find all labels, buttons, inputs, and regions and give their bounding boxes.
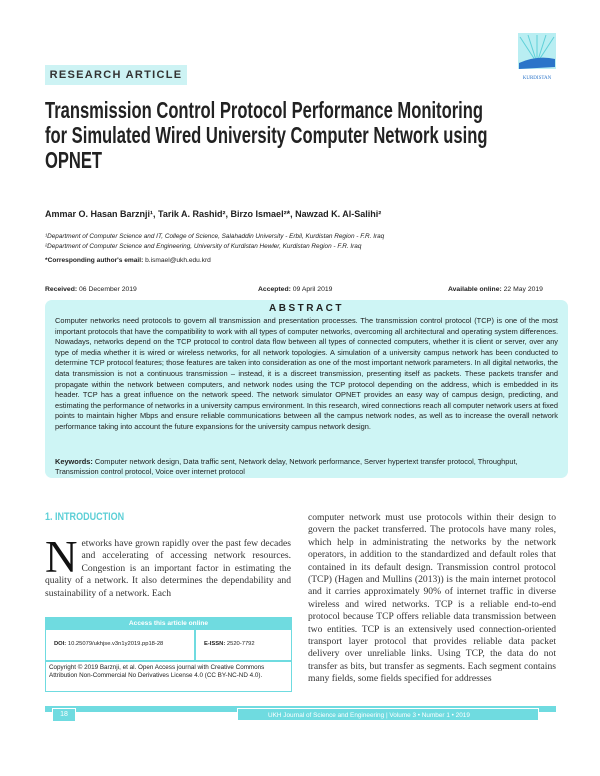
eissn-label: E-ISSN: <box>204 641 226 647</box>
affiliation: ¹Department of Computer Science and IT, College of Science, Salahaddin University - Erbil, Kurdistan Region - F.R. Iraq <box>45 233 385 240</box>
doi-value[interactable]: 10.25079/ukhjse.v3n1y2019.pp18-28 <box>67 641 164 647</box>
journal-footer: UKH Journal of Science and Engineering | Volume 3 • Number 1 • 2019 <box>237 708 539 721</box>
doi <box>54 641 163 647</box>
abstract-text: Computer networks need protocols to govern all transmission and presentation processes. The transmission control protocol (TCP) is one of the most important protocols that have the compatibility to work with all types of computer networks, overcoming all architectural and operating system differences. Nowadays, networks depend on the TCP protocol to control data flow between all types of connected computers, whether it is client or server, over any type of media whether it is wired or wireless networks, for all network topologies. A simulation of a university campus network has been conducted to determine TCP protocol features; those features are taken into consideration as one of the most important network parameters. In all digital networks, the data transmission is not a continuous transmission – instead, it is a discreet transmission, presenting itself as packets. These packets transfer and propagate within the network between computers, and network nodes using the TCP protocol depending on the address, which is embedded in its header. TCP has a great influence on the network speed. The network simulator OPNET provides an easy way of campus design, predicting, and estimating the performance of networks in a university campus environment. In this research, wired connections reach all computer network users at fixed points to maintain higher Mbps and ensure reliable communications between all the campus network nodes, as well as to increase the overall network performance taking into account the future expansions for the university campus network design. <box>55 316 558 431</box>
accepted-date <box>258 286 332 293</box>
online-value: 22 May 2019 <box>503 286 543 293</box>
intro-left-column <box>45 532 291 600</box>
title-line: OPNET <box>45 147 103 173</box>
logo-text: KURDISTAN <box>522 76 552 81</box>
received-label: Received: <box>45 286 78 293</box>
keywords-text: Computer network design, Data traffic sent, Network delay, Network performance, Server hypertext transfer protocol, Throughput, Transmission control protocol, Voice over internet protocol <box>55 457 518 476</box>
title-line: for Simulated Wired University Computer Network using <box>45 122 488 148</box>
article-type-badge: RESEARCH ARTICLE <box>45 65 187 85</box>
drop-cap: N <box>45 532 78 582</box>
affiliation: ²Department of Computer Science and Engineering, University of Kurdistan Hewler, Kurdistan Region - F.R. Iraq <box>45 243 362 250</box>
abstract-heading: ABSTRACT <box>269 303 344 314</box>
email-label: *Corresponding author's email: <box>45 257 144 264</box>
intro-text: etworks have grown rapidly over the past few decades and accelerating of accessing network resources. Congestion is an important factor in estimating the quality of a network. It also determines the dependability and sustainability of a network. Each <box>45 538 291 599</box>
title-line: Transmission Control Protocol Performance Monitoring <box>45 97 483 123</box>
eissn <box>204 641 255 647</box>
access-article-box <box>45 617 292 692</box>
keywords <box>55 457 558 477</box>
copyright-notice: Copyright © 2019 Barznji, et al. Open Access journal with Creative Commons Attribution Non-Commercial No Derivatives License 4.0 (CC BY-NC-ND 4.0). <box>49 664 265 679</box>
access-info-row <box>46 630 291 662</box>
university-logo <box>518 33 558 93</box>
received-value: 06 December 2019 <box>79 286 137 293</box>
page-number: 18 <box>52 708 76 722</box>
abstract-box <box>45 300 568 478</box>
section-heading: 1. INTRODUCTION <box>45 511 125 523</box>
online-label: Available online: <box>448 286 502 293</box>
accepted-value: 09 April 2019 <box>292 286 333 293</box>
keywords-label: Keywords: <box>55 457 93 466</box>
authors: Ammar O. Hasan Barznji¹, Tarik A. Rashid², Birzo Ismael²*, Nawzad K. Al-Salihi² <box>45 209 382 219</box>
accepted-label: Accepted: <box>258 286 291 293</box>
online-date <box>448 286 543 293</box>
received-date <box>45 286 137 293</box>
eissn-value: 2520-7792 <box>226 641 255 647</box>
doi-label: DOI: <box>54 641 67 647</box>
intro-right-column: computer network must use protocols within their design to govern the packet transferred. The protocols have many roles, which help in administrating the networks by the network operators, in addition to the standardized and default roles that contained in its default design. Transmission control protocol (TCP) (Hagen and Mullins (2013)) is the main internet protocol and it carries approximately 90% of internet traffic in diverse wireless and wired networks. TCP is a reliable end-to-end protocol because TCP offers reliable data transmission between two entities. TCP is an extensively used connection-oriented transport layer protocol that provides reliable data packet delivery over unreliable links. Using TCP, the data do not transfer as bits, but transfer as segments. Each segment contains many fields, some fields specified for addresses <box>308 512 556 685</box>
email-address[interactable]: b.ismael@ukh.edu.krd <box>145 257 211 264</box>
corresponding-email <box>45 257 211 264</box>
access-heading: Access this article online <box>46 618 291 630</box>
divider <box>194 630 196 660</box>
